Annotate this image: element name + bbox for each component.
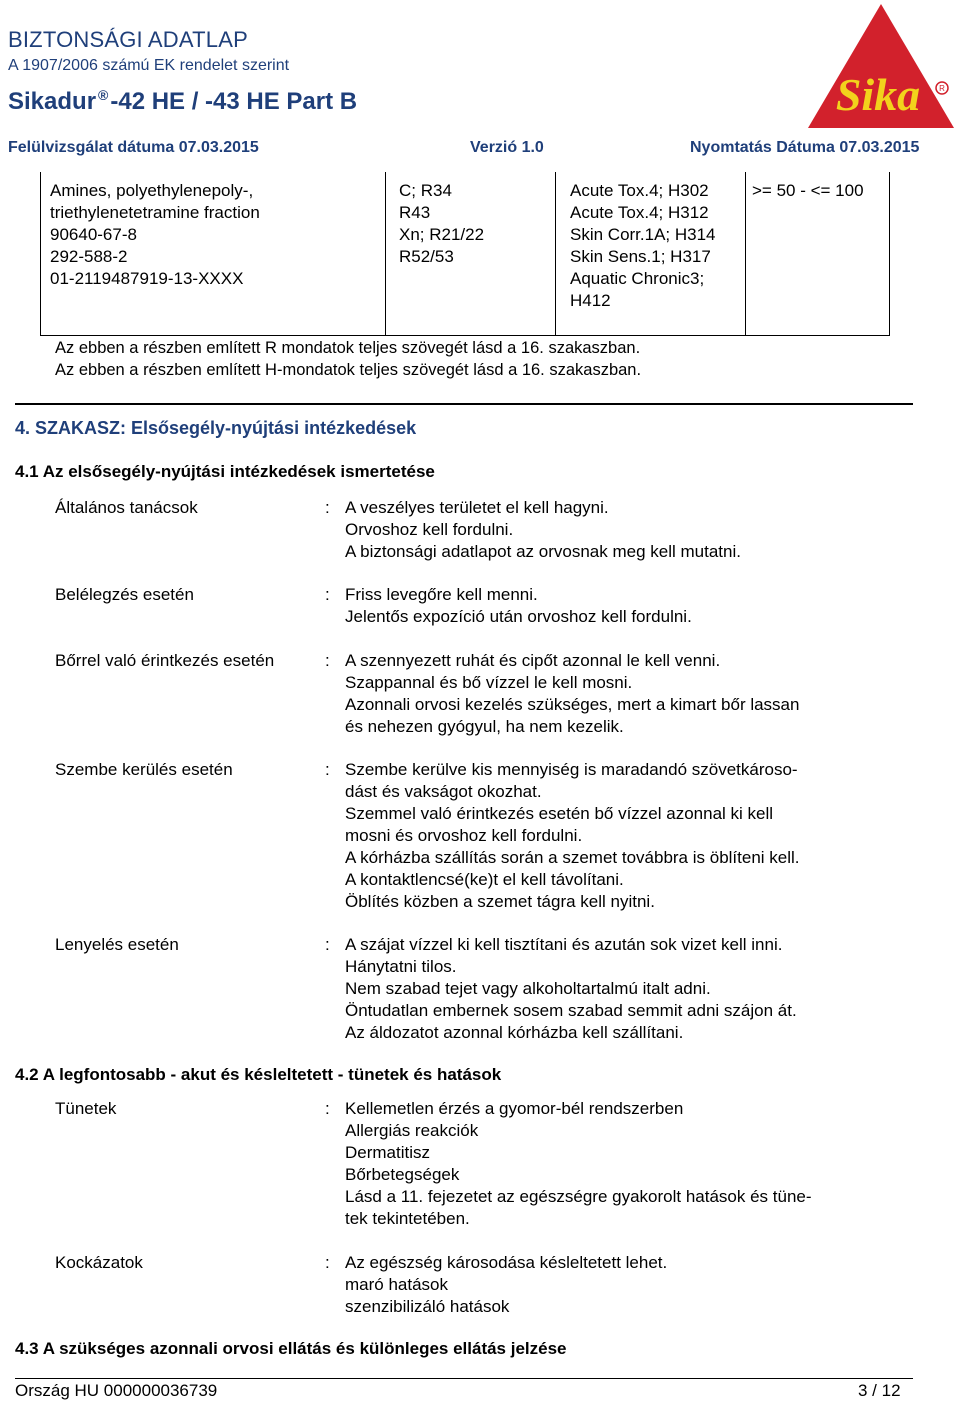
value-line: Öblítés közben a szemet tágra kell nyitni. — [345, 892, 655, 911]
colon: : — [325, 585, 330, 604]
value-line: Orvoshoz kell fordulni. — [345, 520, 514, 539]
item-value — [345, 584, 905, 628]
value-line: dást és vakságot okozhat. — [345, 782, 542, 801]
value-line: A szájat vízzel ki kell tisztítani és azután sok vizet kell inni. — [345, 935, 783, 954]
clp-line: Acute Tox.4; H312 — [570, 203, 709, 222]
item-label: Általános tanácsok — [55, 498, 198, 517]
value-line: mosni és orvoshoz kell fordulni. — [345, 826, 583, 845]
section-divider — [15, 403, 913, 405]
document-title: BIZTONSÁGI ADATLAP — [8, 27, 248, 52]
component-line: Amines, polyethylenepoly-, — [50, 181, 254, 200]
item-value — [345, 650, 905, 738]
item-value — [345, 1252, 905, 1318]
value-line: Öntudatlan embernek sosem szabad semmit adni szájon át. — [345, 1001, 797, 1020]
section-heading: 4. SZAKASZ: Elsősegély-nyújtási intézkedések — [15, 418, 417, 438]
r-class-line: R43 — [399, 203, 431, 222]
value-line: A kontaktlencsé(ke)t el kell távolítani. — [345, 870, 624, 889]
value-line: A biztonsági adatlapot az orvosnak meg kell mutatni. — [345, 542, 741, 561]
component-line: 90640-67-8 — [50, 225, 137, 244]
product-name-prefix: Sikadur — [8, 88, 97, 115]
footer-country: Ország HU 000000036739 — [15, 1381, 218, 1400]
component-line: 292-588-2 — [50, 247, 128, 266]
value-line: A kórházba szállítás során a szemet továbbra is öblíteni kell. — [345, 848, 800, 867]
table-divider — [745, 172, 746, 336]
colon: : — [325, 498, 330, 517]
colon: : — [325, 1099, 330, 1118]
value-line: Szemmel való érintkezés esetén bő vízzel azonnal ki kell — [345, 804, 774, 823]
item-label: Lenyelés esetén — [55, 935, 179, 954]
value-line: Lásd a 11. fejezetet az egészségre gyakorolt hatások és tüne- — [345, 1187, 812, 1206]
colon: : — [325, 935, 330, 954]
value-line: A szennyezett ruhát és cipőt azonnal le kell venni. — [345, 651, 721, 670]
product-name-suffix: -42 HE / -43 HE Part B — [110, 88, 358, 115]
item-value — [345, 934, 905, 1044]
value-line: szenzibilizáló hatások — [345, 1297, 510, 1316]
version: Verzió 1.0 — [470, 139, 544, 156]
value-line: Szappannal és bő vízzel le kell mosni. — [345, 673, 633, 692]
item-value — [345, 497, 905, 563]
component-line: 01-2119487919-13-XXXX — [50, 269, 244, 288]
item-value — [345, 1098, 905, 1230]
note-h-phrases: Az ebben a részben említett H-mondatok teljes szövegét lásd a 16. szakaszban. — [55, 361, 642, 379]
print-date: Nyomtatás Dátuma 07.03.2015 — [690, 139, 920, 156]
registered-mark: ® — [98, 87, 109, 103]
colon: : — [325, 1253, 330, 1272]
r-class-line: Xn; R21/22 — [399, 225, 485, 244]
svg-text:R: R — [939, 84, 945, 93]
sika-logo — [806, 2, 956, 130]
clp-line: Skin Sens.1; H317 — [570, 247, 711, 266]
item-label: Tünetek — [55, 1099, 117, 1118]
subsection-heading: 4.1 Az elsősegély-nyújtási intézkedések ismertetése — [15, 462, 435, 481]
component-name-cell — [50, 180, 260, 290]
item-label: Belélegzés esetén — [55, 585, 194, 604]
value-line: Friss levegőre kell menni. — [345, 585, 538, 604]
table-divider — [385, 172, 386, 336]
value-line: Dermatitisz — [345, 1143, 431, 1162]
product-name — [8, 80, 357, 117]
value-line: Kellemetlen érzés a gyomor-bél rendszerben — [345, 1099, 684, 1118]
value-line: Az egészség károsodása késleltetett lehet. — [345, 1253, 668, 1272]
page-number: 3 / 12 — [858, 1381, 901, 1400]
value-line: Jelentős expozíció után orvoshoz kell fordulni. — [345, 607, 692, 626]
colon: : — [325, 760, 330, 779]
value-line: Azonnali orvosi kezelés szükséges, mert a kimart bőr lassan — [345, 695, 800, 714]
regulation-reference: A 1907/2006 számú EK rendelet szerint — [8, 57, 290, 74]
value-line: és nehezen gyógyul, ha nem kezelik. — [345, 717, 624, 736]
clp-line: H412 — [570, 291, 611, 310]
value-line: Nem szabad tejet vagy alkoholtartalmú italt adni. — [345, 979, 711, 998]
value-line: maró hatások — [345, 1275, 448, 1294]
item-value — [345, 759, 905, 913]
item-label: Bőrrel való érintkezés esetén — [55, 651, 275, 670]
clp-classification-cell — [570, 180, 716, 312]
subsection-heading: 4.2 A legfontosabb - akut és késleltetett - tünetek és hatások — [15, 1065, 502, 1084]
colon: : — [325, 651, 330, 670]
value-line: Hánytatni tilos. — [345, 957, 457, 976]
value-line: Bőrbetegségek — [345, 1165, 460, 1184]
subsection-heading: 4.3 A szükséges azonnali orvosi ellátás és különleges ellátás jelzése — [15, 1339, 567, 1358]
table-divider — [555, 172, 556, 336]
value-line: tek tekintetében. — [345, 1209, 470, 1228]
r-classification-cell — [399, 180, 484, 268]
value-line: A veszélyes területet el kell hagyni. — [345, 498, 609, 517]
component-line: triethylenetetramine fraction — [50, 203, 260, 222]
value-line: Allergiás reakciók — [345, 1121, 479, 1140]
clp-line: Skin Corr.1A; H314 — [570, 225, 716, 244]
note-r-phrases: Az ebben a részben említett R mondatok teljes szövegét lásd a 16. szakaszban. — [55, 339, 641, 357]
concentration-cell: >= 50 - <= 100 — [752, 181, 864, 200]
r-class-line: C; R34 — [399, 181, 452, 200]
item-label: Kockázatok — [55, 1253, 143, 1272]
svg-text:Sika: Sika — [835, 69, 921, 120]
clp-line: Acute Tox.4; H302 — [570, 181, 709, 200]
value-line: Szembe kerülve kis mennyiség is maradandó szövetkároso- — [345, 760, 798, 779]
r-class-line: R52/53 — [399, 247, 454, 266]
clp-line: Aquatic Chronic3; — [570, 269, 705, 288]
item-label: Szembe kerülés esetén — [55, 760, 233, 779]
footer-divider — [15, 1378, 913, 1379]
revision-date: Felülvizsgálat dátuma 07.03.2015 — [8, 139, 259, 156]
value-line: Az áldozatot azonnal kórházba kell szállítani. — [345, 1023, 684, 1042]
